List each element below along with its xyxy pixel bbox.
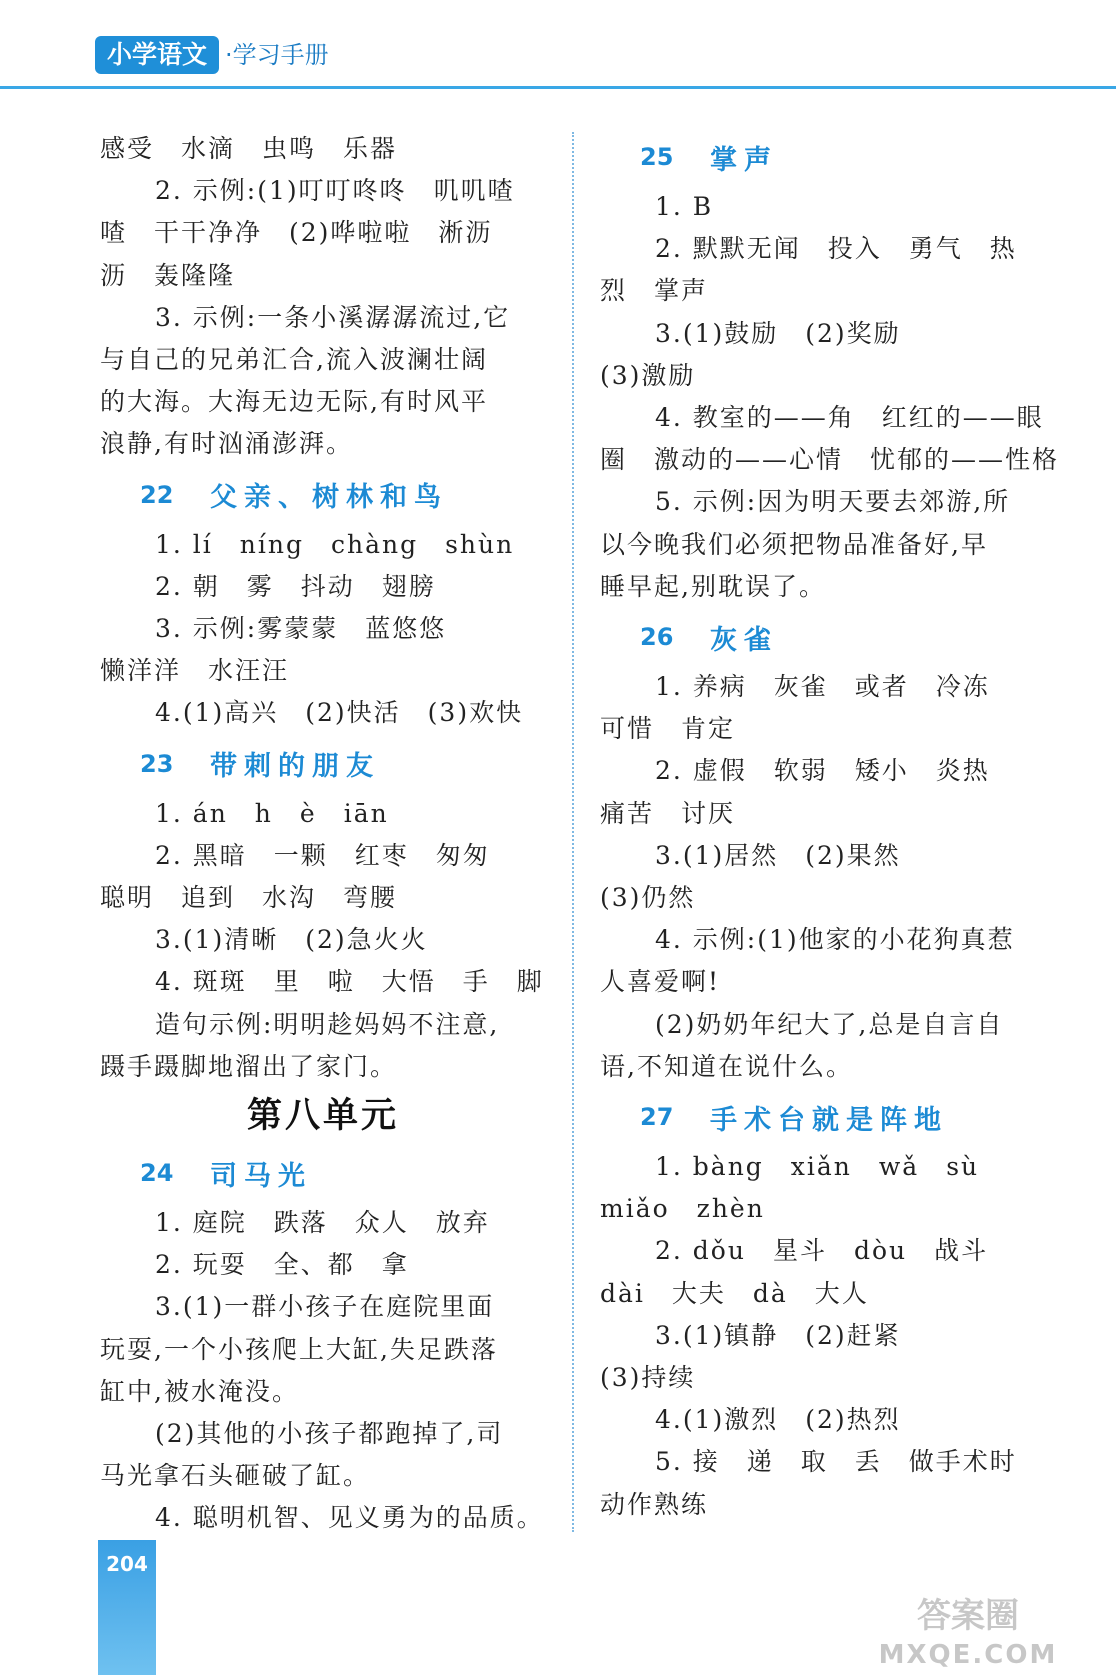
- answer-line: 4. 聪明机智、见义勇为的品质。: [155, 1503, 544, 1533]
- lesson-title: 灰雀: [710, 624, 778, 656]
- lesson-title: 带刺的朋友: [210, 751, 380, 783]
- book-series-badge: 小学语文: [95, 36, 219, 74]
- answer-line: 语,不知道在说什么。: [600, 1051, 853, 1081]
- watermark-logo: [828, 1585, 1108, 1670]
- header-subtitle-text: 学习手册: [232, 41, 329, 69]
- answer-line: 浪静,有时汹涌澎湃。: [100, 429, 353, 459]
- answer-line: (3)激励: [600, 360, 696, 390]
- answer-line: (3)仍然: [600, 883, 696, 913]
- answer-line: 3.(1)一群小孩子在庭院里面: [155, 1292, 495, 1322]
- answer-line: 4. 斑斑 里 啦 大悟 手 脚: [155, 967, 544, 997]
- answer-line: 2. 黑暗 一颗 红枣 匆匆: [155, 840, 490, 870]
- lesson-number: 25: [640, 143, 674, 171]
- answer-line: 1. bàng xiǎn wǎ sù: [655, 1152, 980, 1182]
- right-column: [600, 128, 1060, 1526]
- lesson-title: 手术台就是阵地: [710, 1104, 948, 1136]
- answer-line: 造句示例:明明趁妈妈不注意,: [155, 1009, 500, 1039]
- answer-line: 的大海。大海无边无际,有时风平: [100, 387, 488, 417]
- answer-line: 2. 朝 雾 抖动 翅膀: [155, 571, 436, 601]
- lesson-number: 23: [140, 749, 174, 778]
- answer-line: 人喜爱啊!: [600, 967, 721, 997]
- answer-line: 5. 示例:因为明天要去郊游,所: [655, 487, 1011, 517]
- lesson-heading: [100, 1144, 546, 1202]
- answer-line: 动作熟练: [600, 1489, 709, 1519]
- answer-line: 可惜 肯定: [600, 714, 736, 744]
- lesson-heading: [600, 608, 1046, 666]
- answer-line: 痛苦 讨厌: [600, 798, 736, 828]
- answer-line: (2)奶奶年纪大了,总是自言自: [655, 1009, 1004, 1039]
- answer-line: 聪明 追到 水沟 弯腰: [100, 883, 398, 913]
- lesson-number: 26: [640, 623, 674, 652]
- lesson-heading: [600, 128, 1046, 186]
- left-column: [100, 128, 546, 1540]
- answer-line: 睡早起,别耽误了。: [600, 571, 826, 601]
- answer-line: 3.(1)镇静 (2)赶紧: [655, 1320, 901, 1350]
- answer-line: 玩耍,一个小孩爬上大缸,失足跌落: [100, 1334, 498, 1364]
- book-subtitle: [225, 36, 329, 74]
- answer-line: 1. án h è iān: [155, 798, 389, 828]
- answer-line: 1. 庭院 跌落 众人 放弃: [155, 1208, 490, 1238]
- answer-line: dài 大夫 dà 大人: [600, 1278, 869, 1308]
- page-number: 204: [98, 1540, 156, 1675]
- lesson-heading: [600, 1088, 1046, 1146]
- answer-line: 2. 示例:(1)叮叮咚咚 叽叽喳: [155, 176, 515, 206]
- answer-line: 5. 接 递 取 丢 做手术时: [655, 1447, 1017, 1477]
- answer-line: 圈 激动的——心情 忧郁的——性格: [600, 445, 1060, 475]
- lesson-title: 父亲、树林和鸟: [210, 482, 448, 514]
- answer-line: 2. 默默无闻 投入 勇气 热: [655, 234, 1017, 264]
- answer-line: (3)持续: [600, 1363, 696, 1393]
- answer-line: 2. 玩耍 全、都 拿: [155, 1250, 409, 1280]
- watermark-top: 答案圈: [917, 1596, 1019, 1636]
- answer-line: 3.(1)居然 (2)果然: [655, 840, 901, 870]
- answer-line: 懒洋洋 水汪汪: [100, 656, 290, 686]
- answer-line: 以今晚我们必须把物品准备好,早: [600, 529, 988, 559]
- lesson-number: 22: [140, 480, 174, 509]
- answer-line: 4.(1)激烈 (2)热烈: [655, 1405, 901, 1435]
- answer-line: miǎo zhèn: [600, 1194, 765, 1224]
- answer-line: 2. dǒu 星斗 dòu 战斗: [655, 1236, 989, 1266]
- answer-line: (2)其他的小孩子都跑掉了,司: [155, 1419, 504, 1449]
- lesson-title: 掌声: [710, 144, 778, 176]
- answer-line: 1. 养病 灰雀 或者 冷冻: [655, 672, 990, 702]
- watermark-bottom: MXQE.COM: [878, 1640, 1058, 1670]
- lesson-number: 24: [140, 1159, 174, 1188]
- answer-line: 2. 虚假 软弱 矮小 炎热: [655, 756, 990, 786]
- page-header: [0, 0, 1116, 90]
- answer-line: 3.(1)鼓励 (2)奖励: [655, 318, 901, 348]
- answer-line: 4. 示例:(1)他家的小花狗真惹: [655, 925, 1015, 955]
- answer-line: 1. lí níng chàng shùn: [155, 529, 515, 559]
- header-dot: ·: [225, 41, 233, 69]
- lesson-heading: [100, 466, 546, 524]
- answer-line: 沥 轰隆隆: [100, 260, 236, 290]
- answer-line: 马光拿石头砸破了缸。: [100, 1461, 371, 1491]
- answer-line: 4. 教室的——角 红红的——眼: [655, 403, 1044, 433]
- header-rule: [0, 86, 1116, 89]
- lesson-title: 司马光: [210, 1160, 312, 1192]
- lesson-number: 27: [640, 1103, 674, 1132]
- column-divider: [572, 132, 574, 1532]
- answer-line: 缸中,被水淹没。: [100, 1376, 299, 1406]
- answer-line: 蹑手蹑脚地溜出了家门。: [100, 1051, 398, 1081]
- answer-line: 烈 掌声: [600, 276, 709, 306]
- answer-line: 1. B: [655, 192, 714, 221]
- answer-line: 3.(1)清晰 (2)急火火: [155, 925, 428, 955]
- answer-line: 4.(1)高兴 (2)快活 (3)欢快: [155, 698, 524, 728]
- answer-line: 3. 示例:一条小溪潺潺流过,它: [155, 302, 511, 332]
- unit-heading: 第八单元: [246, 1096, 399, 1137]
- answer-line: 与自己的兄弟汇合,流入波澜壮阔: [100, 345, 488, 375]
- answer-line: 喳 干干净净 (2)哗啦啦 淅沥: [100, 218, 493, 248]
- answer-line: 感受 水滴 虫鸣 乐器: [100, 134, 398, 163]
- lesson-heading: [100, 735, 546, 793]
- answer-line: 3. 示例:雾蒙蒙 蓝悠悠: [155, 614, 447, 644]
